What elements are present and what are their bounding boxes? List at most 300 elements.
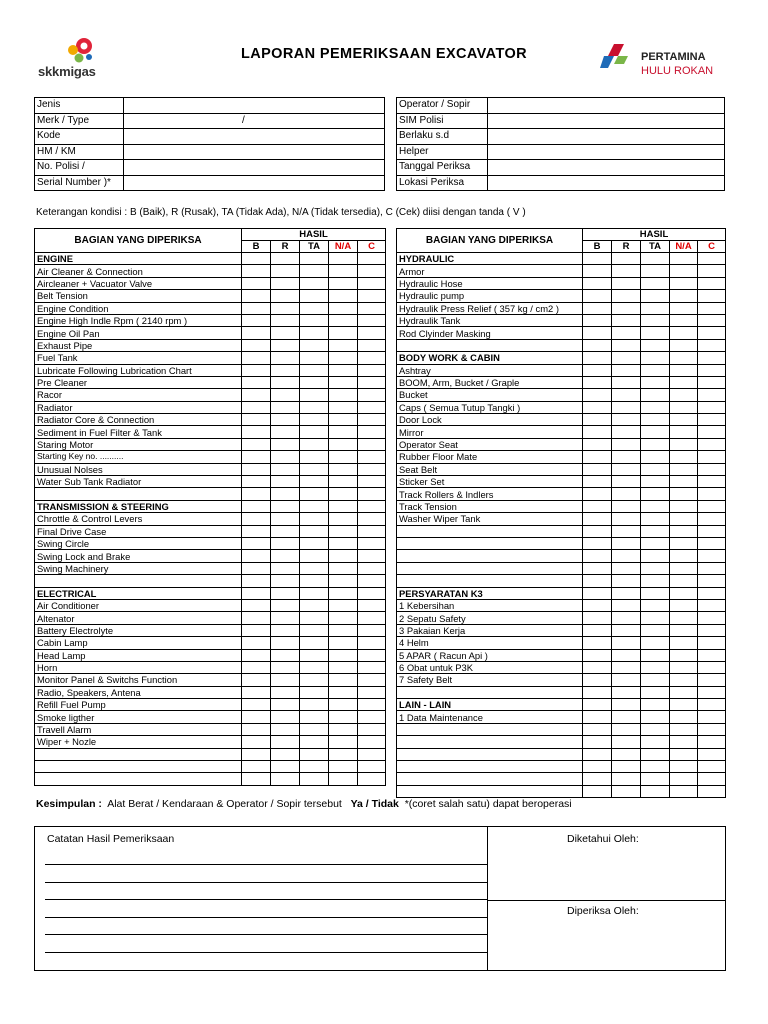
result-checkbox-cell[interactable]: [583, 562, 612, 574]
result-checkbox-cell[interactable]: [329, 476, 358, 488]
result-checkbox-cell[interactable]: [358, 562, 386, 574]
result-checkbox-cell[interactable]: [242, 674, 271, 686]
result-checkbox-cell[interactable]: [583, 711, 612, 723]
result-checkbox-cell[interactable]: [698, 513, 726, 525]
result-checkbox-cell[interactable]: [670, 500, 698, 512]
result-checkbox-cell[interactable]: [242, 364, 271, 376]
result-checkbox-cell[interactable]: [698, 389, 726, 401]
result-checkbox-cell[interactable]: [670, 587, 698, 599]
result-checkbox-cell[interactable]: [670, 364, 698, 376]
result-checkbox-cell[interactable]: [271, 438, 300, 450]
result-checkbox-cell[interactable]: [670, 451, 698, 463]
result-checkbox-cell[interactable]: [698, 575, 726, 587]
result-checkbox-cell[interactable]: [271, 253, 300, 265]
result-checkbox-cell[interactable]: [329, 302, 358, 314]
result-checkbox-cell[interactable]: [358, 513, 386, 525]
result-checkbox-cell[interactable]: [300, 339, 329, 351]
result-checkbox-cell[interactable]: [271, 277, 300, 289]
result-checkbox-cell[interactable]: [300, 389, 329, 401]
result-checkbox-cell[interactable]: [670, 463, 698, 475]
info-value-field[interactable]: [124, 98, 385, 114]
result-checkbox-cell[interactable]: [583, 661, 612, 673]
result-checkbox-cell[interactable]: [583, 352, 612, 364]
result-checkbox-cell[interactable]: [641, 525, 670, 537]
result-checkbox-cell[interactable]: [698, 414, 726, 426]
result-checkbox-cell[interactable]: [641, 426, 670, 438]
result-checkbox-cell[interactable]: [698, 624, 726, 636]
result-checkbox-cell[interactable]: [583, 599, 612, 611]
result-checkbox-cell[interactable]: [242, 327, 271, 339]
result-checkbox-cell[interactable]: [641, 253, 670, 265]
result-checkbox-cell[interactable]: [242, 711, 271, 723]
result-checkbox-cell[interactable]: [670, 637, 698, 649]
result-checkbox-cell[interactable]: [698, 599, 726, 611]
result-checkbox-cell[interactable]: [242, 389, 271, 401]
result-checkbox-cell[interactable]: [300, 451, 329, 463]
info-value-field[interactable]: [488, 160, 725, 176]
result-checkbox-cell[interactable]: [698, 637, 726, 649]
result-checkbox-cell[interactable]: [358, 352, 386, 364]
result-checkbox-cell[interactable]: [329, 376, 358, 388]
result-checkbox-cell[interactable]: [641, 401, 670, 413]
result-checkbox-cell[interactable]: [329, 438, 358, 450]
result-checkbox-cell[interactable]: [271, 302, 300, 314]
result-checkbox-cell[interactable]: [670, 327, 698, 339]
result-checkbox-cell[interactable]: [300, 575, 329, 587]
result-checkbox-cell[interactable]: [612, 711, 641, 723]
result-checkbox-cell[interactable]: [698, 550, 726, 562]
result-checkbox-cell[interactable]: [698, 265, 726, 277]
result-checkbox-cell[interactable]: [358, 761, 386, 773]
result-checkbox-cell[interactable]: [358, 488, 386, 500]
result-checkbox-cell[interactable]: [271, 525, 300, 537]
result-checkbox-cell[interactable]: [358, 711, 386, 723]
result-checkbox-cell[interactable]: [271, 711, 300, 723]
result-checkbox-cell[interactable]: [242, 773, 271, 785]
result-checkbox-cell[interactable]: [358, 624, 386, 636]
result-checkbox-cell[interactable]: [612, 637, 641, 649]
result-checkbox-cell[interactable]: [300, 253, 329, 265]
result-checkbox-cell[interactable]: [329, 723, 358, 735]
result-checkbox-cell[interactable]: [583, 451, 612, 463]
result-checkbox-cell[interactable]: [698, 537, 726, 549]
result-checkbox-cell[interactable]: [641, 587, 670, 599]
result-checkbox-cell[interactable]: [300, 401, 329, 413]
result-checkbox-cell[interactable]: [242, 587, 271, 599]
result-checkbox-cell[interactable]: [300, 661, 329, 673]
result-checkbox-cell[interactable]: [329, 525, 358, 537]
result-checkbox-cell[interactable]: [358, 686, 386, 698]
result-checkbox-cell[interactable]: [612, 414, 641, 426]
result-checkbox-cell[interactable]: [583, 426, 612, 438]
result-checkbox-cell[interactable]: [612, 463, 641, 475]
result-checkbox-cell[interactable]: [329, 426, 358, 438]
result-checkbox-cell[interactable]: [242, 277, 271, 289]
result-checkbox-cell[interactable]: [583, 364, 612, 376]
result-checkbox-cell[interactable]: [670, 761, 698, 773]
result-checkbox-cell[interactable]: [670, 376, 698, 388]
result-checkbox-cell[interactable]: [670, 302, 698, 314]
result-checkbox-cell[interactable]: [242, 414, 271, 426]
result-checkbox-cell[interactable]: [641, 649, 670, 661]
result-checkbox-cell[interactable]: [612, 451, 641, 463]
result-checkbox-cell[interactable]: [271, 401, 300, 413]
result-checkbox-cell[interactable]: [300, 265, 329, 277]
result-checkbox-cell[interactable]: [583, 773, 612, 785]
result-checkbox-cell[interactable]: [612, 785, 641, 797]
result-checkbox-cell[interactable]: [641, 352, 670, 364]
result-checkbox-cell[interactable]: [242, 463, 271, 475]
result-checkbox-cell[interactable]: [612, 327, 641, 339]
info-value-field[interactable]: [488, 113, 725, 129]
result-checkbox-cell[interactable]: [271, 699, 300, 711]
result-checkbox-cell[interactable]: [271, 723, 300, 735]
result-checkbox-cell[interactable]: [641, 488, 670, 500]
result-checkbox-cell[interactable]: [583, 612, 612, 624]
result-checkbox-cell[interactable]: [698, 476, 726, 488]
result-checkbox-cell[interactable]: [358, 550, 386, 562]
result-checkbox-cell[interactable]: [583, 302, 612, 314]
result-checkbox-cell[interactable]: [698, 525, 726, 537]
result-checkbox-cell[interactable]: [242, 637, 271, 649]
result-checkbox-cell[interactable]: [358, 476, 386, 488]
result-checkbox-cell[interactable]: [271, 661, 300, 673]
result-checkbox-cell[interactable]: [583, 513, 612, 525]
info-value-field[interactable]: [124, 129, 385, 145]
result-checkbox-cell[interactable]: [612, 525, 641, 537]
result-checkbox-cell[interactable]: [612, 562, 641, 574]
result-checkbox-cell[interactable]: [329, 364, 358, 376]
result-checkbox-cell[interactable]: [300, 364, 329, 376]
result-checkbox-cell[interactable]: [300, 748, 329, 760]
result-checkbox-cell[interactable]: [583, 339, 612, 351]
note-line[interactable]: [45, 934, 487, 935]
result-checkbox-cell[interactable]: [641, 277, 670, 289]
result-checkbox-cell[interactable]: [329, 339, 358, 351]
result-checkbox-cell[interactable]: [698, 463, 726, 475]
result-checkbox-cell[interactable]: [300, 414, 329, 426]
result-checkbox-cell[interactable]: [300, 476, 329, 488]
result-checkbox-cell[interactable]: [242, 438, 271, 450]
result-checkbox-cell[interactable]: [698, 562, 726, 574]
result-checkbox-cell[interactable]: [271, 327, 300, 339]
result-checkbox-cell[interactable]: [329, 401, 358, 413]
result-checkbox-cell[interactable]: [271, 389, 300, 401]
note-line[interactable]: [45, 864, 487, 865]
result-checkbox-cell[interactable]: [698, 451, 726, 463]
result-checkbox-cell[interactable]: [698, 761, 726, 773]
result-checkbox-cell[interactable]: [612, 624, 641, 636]
result-checkbox-cell[interactable]: [300, 723, 329, 735]
result-checkbox-cell[interactable]: [583, 389, 612, 401]
result-checkbox-cell[interactable]: [271, 575, 300, 587]
result-checkbox-cell[interactable]: [242, 525, 271, 537]
result-checkbox-cell[interactable]: [300, 761, 329, 773]
result-checkbox-cell[interactable]: [641, 599, 670, 611]
result-checkbox-cell[interactable]: [242, 314, 271, 326]
result-checkbox-cell[interactable]: [641, 500, 670, 512]
result-checkbox-cell[interactable]: [271, 488, 300, 500]
result-checkbox-cell[interactable]: [358, 389, 386, 401]
result-checkbox-cell[interactable]: [358, 451, 386, 463]
result-checkbox-cell[interactable]: [698, 649, 726, 661]
result-checkbox-cell[interactable]: [698, 327, 726, 339]
result-checkbox-cell[interactable]: [329, 674, 358, 686]
result-checkbox-cell[interactable]: [641, 562, 670, 574]
result-checkbox-cell[interactable]: [358, 277, 386, 289]
result-checkbox-cell[interactable]: [670, 661, 698, 673]
result-checkbox-cell[interactable]: [612, 302, 641, 314]
result-checkbox-cell[interactable]: [300, 587, 329, 599]
result-checkbox-cell[interactable]: [698, 686, 726, 698]
result-checkbox-cell[interactable]: [698, 352, 726, 364]
result-checkbox-cell[interactable]: [242, 661, 271, 673]
result-checkbox-cell[interactable]: [329, 290, 358, 302]
result-checkbox-cell[interactable]: [242, 723, 271, 735]
result-checkbox-cell[interactable]: [242, 612, 271, 624]
result-checkbox-cell[interactable]: [271, 314, 300, 326]
result-checkbox-cell[interactable]: [271, 674, 300, 686]
result-checkbox-cell[interactable]: [329, 253, 358, 265]
result-checkbox-cell[interactable]: [670, 513, 698, 525]
result-checkbox-cell[interactable]: [242, 562, 271, 574]
result-checkbox-cell[interactable]: [242, 686, 271, 698]
result-checkbox-cell[interactable]: [271, 686, 300, 698]
result-checkbox-cell[interactable]: [641, 686, 670, 698]
result-checkbox-cell[interactable]: [641, 463, 670, 475]
result-checkbox-cell[interactable]: [271, 339, 300, 351]
result-checkbox-cell[interactable]: [670, 290, 698, 302]
result-checkbox-cell[interactable]: [670, 537, 698, 549]
result-checkbox-cell[interactable]: [612, 550, 641, 562]
result-checkbox-cell[interactable]: [612, 314, 641, 326]
result-checkbox-cell[interactable]: [358, 736, 386, 748]
result-checkbox-cell[interactable]: [612, 277, 641, 289]
result-checkbox-cell[interactable]: [583, 414, 612, 426]
result-checkbox-cell[interactable]: [300, 525, 329, 537]
result-checkbox-cell[interactable]: [358, 463, 386, 475]
result-checkbox-cell[interactable]: [271, 637, 300, 649]
result-checkbox-cell[interactable]: [641, 476, 670, 488]
result-checkbox-cell[interactable]: [271, 463, 300, 475]
result-checkbox-cell[interactable]: [271, 364, 300, 376]
result-checkbox-cell[interactable]: [300, 612, 329, 624]
result-checkbox-cell[interactable]: [271, 748, 300, 760]
result-checkbox-cell[interactable]: [242, 575, 271, 587]
result-checkbox-cell[interactable]: [670, 785, 698, 797]
result-checkbox-cell[interactable]: [358, 637, 386, 649]
result-checkbox-cell[interactable]: [358, 401, 386, 413]
result-checkbox-cell[interactable]: [698, 587, 726, 599]
result-checkbox-cell[interactable]: [358, 649, 386, 661]
result-checkbox-cell[interactable]: [242, 451, 271, 463]
result-checkbox-cell[interactable]: [271, 537, 300, 549]
result-checkbox-cell[interactable]: [612, 773, 641, 785]
result-checkbox-cell[interactable]: [242, 476, 271, 488]
result-checkbox-cell[interactable]: [641, 537, 670, 549]
info-value-field[interactable]: /: [124, 113, 385, 129]
result-checkbox-cell[interactable]: [670, 488, 698, 500]
result-checkbox-cell[interactable]: [670, 426, 698, 438]
result-checkbox-cell[interactable]: [612, 736, 641, 748]
result-checkbox-cell[interactable]: [242, 500, 271, 512]
result-checkbox-cell[interactable]: [358, 302, 386, 314]
result-checkbox-cell[interactable]: [583, 575, 612, 587]
result-checkbox-cell[interactable]: [329, 463, 358, 475]
note-line[interactable]: [45, 899, 487, 900]
result-checkbox-cell[interactable]: [300, 537, 329, 549]
result-checkbox-cell[interactable]: [271, 550, 300, 562]
result-checkbox-cell[interactable]: [300, 352, 329, 364]
result-checkbox-cell[interactable]: [242, 537, 271, 549]
note-line[interactable]: [45, 952, 487, 953]
result-checkbox-cell[interactable]: [329, 550, 358, 562]
result-checkbox-cell[interactable]: [612, 649, 641, 661]
result-checkbox-cell[interactable]: [612, 761, 641, 773]
result-checkbox-cell[interactable]: [583, 525, 612, 537]
result-checkbox-cell[interactable]: [670, 599, 698, 611]
result-checkbox-cell[interactable]: [583, 401, 612, 413]
info-value-field[interactable]: [124, 144, 385, 160]
result-checkbox-cell[interactable]: [641, 699, 670, 711]
result-checkbox-cell[interactable]: [358, 773, 386, 785]
result-checkbox-cell[interactable]: [612, 253, 641, 265]
result-checkbox-cell[interactable]: [329, 314, 358, 326]
result-checkbox-cell[interactable]: [271, 476, 300, 488]
result-checkbox-cell[interactable]: [670, 438, 698, 450]
result-checkbox-cell[interactable]: [641, 265, 670, 277]
result-checkbox-cell[interactable]: [300, 488, 329, 500]
result-checkbox-cell[interactable]: [670, 699, 698, 711]
result-checkbox-cell[interactable]: [329, 500, 358, 512]
result-checkbox-cell[interactable]: [329, 562, 358, 574]
result-checkbox-cell[interactable]: [242, 550, 271, 562]
result-checkbox-cell[interactable]: [612, 401, 641, 413]
result-checkbox-cell[interactable]: [300, 290, 329, 302]
result-checkbox-cell[interactable]: [641, 550, 670, 562]
result-checkbox-cell[interactable]: [242, 376, 271, 388]
result-checkbox-cell[interactable]: [329, 711, 358, 723]
result-checkbox-cell[interactable]: [670, 550, 698, 562]
result-checkbox-cell[interactable]: [583, 314, 612, 326]
result-checkbox-cell[interactable]: [583, 723, 612, 735]
result-checkbox-cell[interactable]: [271, 624, 300, 636]
info-value-field[interactable]: [488, 98, 725, 114]
result-checkbox-cell[interactable]: [670, 476, 698, 488]
result-checkbox-cell[interactable]: [612, 674, 641, 686]
result-checkbox-cell[interactable]: [329, 451, 358, 463]
result-checkbox-cell[interactable]: [358, 525, 386, 537]
result-checkbox-cell[interactable]: [612, 513, 641, 525]
result-checkbox-cell[interactable]: [670, 562, 698, 574]
result-checkbox-cell[interactable]: [641, 290, 670, 302]
result-checkbox-cell[interactable]: [670, 525, 698, 537]
result-checkbox-cell[interactable]: [358, 414, 386, 426]
result-checkbox-cell[interactable]: [242, 253, 271, 265]
result-checkbox-cell[interactable]: [329, 537, 358, 549]
note-line[interactable]: [45, 882, 487, 883]
result-checkbox-cell[interactable]: [670, 649, 698, 661]
result-checkbox-cell[interactable]: [358, 612, 386, 624]
result-checkbox-cell[interactable]: [641, 376, 670, 388]
result-checkbox-cell[interactable]: [641, 314, 670, 326]
result-checkbox-cell[interactable]: [612, 699, 641, 711]
result-checkbox-cell[interactable]: [242, 599, 271, 611]
result-checkbox-cell[interactable]: [242, 290, 271, 302]
result-checkbox-cell[interactable]: [583, 674, 612, 686]
result-checkbox-cell[interactable]: [300, 426, 329, 438]
result-checkbox-cell[interactable]: [358, 587, 386, 599]
result-checkbox-cell[interactable]: [641, 736, 670, 748]
result-checkbox-cell[interactable]: [641, 637, 670, 649]
result-checkbox-cell[interactable]: [329, 488, 358, 500]
result-checkbox-cell[interactable]: [612, 426, 641, 438]
result-checkbox-cell[interactable]: [242, 302, 271, 314]
result-checkbox-cell[interactable]: [271, 599, 300, 611]
result-checkbox-cell[interactable]: [358, 748, 386, 760]
result-checkbox-cell[interactable]: [300, 277, 329, 289]
result-checkbox-cell[interactable]: [612, 599, 641, 611]
result-checkbox-cell[interactable]: [329, 327, 358, 339]
result-checkbox-cell[interactable]: [612, 488, 641, 500]
result-checkbox-cell[interactable]: [670, 736, 698, 748]
result-checkbox-cell[interactable]: [612, 265, 641, 277]
result-checkbox-cell[interactable]: [641, 723, 670, 735]
info-value-field[interactable]: [488, 144, 725, 160]
result-checkbox-cell[interactable]: [641, 773, 670, 785]
result-checkbox-cell[interactable]: [300, 438, 329, 450]
result-checkbox-cell[interactable]: [612, 612, 641, 624]
result-checkbox-cell[interactable]: [358, 364, 386, 376]
result-checkbox-cell[interactable]: [641, 748, 670, 760]
result-checkbox-cell[interactable]: [641, 339, 670, 351]
result-checkbox-cell[interactable]: [329, 277, 358, 289]
result-checkbox-cell[interactable]: [583, 649, 612, 661]
result-checkbox-cell[interactable]: [641, 624, 670, 636]
result-checkbox-cell[interactable]: [583, 761, 612, 773]
result-checkbox-cell[interactable]: [641, 414, 670, 426]
result-checkbox-cell[interactable]: [300, 314, 329, 326]
result-checkbox-cell[interactable]: [271, 612, 300, 624]
result-checkbox-cell[interactable]: [612, 290, 641, 302]
info-value-field[interactable]: [488, 175, 725, 191]
result-checkbox-cell[interactable]: [583, 699, 612, 711]
result-checkbox-cell[interactable]: [358, 699, 386, 711]
result-checkbox-cell[interactable]: [329, 513, 358, 525]
result-checkbox-cell[interactable]: [583, 376, 612, 388]
result-checkbox-cell[interactable]: [329, 414, 358, 426]
result-checkbox-cell[interactable]: [670, 401, 698, 413]
result-checkbox-cell[interactable]: [583, 488, 612, 500]
result-checkbox-cell[interactable]: [670, 389, 698, 401]
result-checkbox-cell[interactable]: [358, 265, 386, 277]
result-checkbox-cell[interactable]: [612, 587, 641, 599]
result-checkbox-cell[interactable]: [300, 327, 329, 339]
result-checkbox-cell[interactable]: [641, 711, 670, 723]
result-checkbox-cell[interactable]: [698, 674, 726, 686]
result-checkbox-cell[interactable]: [358, 290, 386, 302]
result-checkbox-cell[interactable]: [300, 699, 329, 711]
result-checkbox-cell[interactable]: [670, 612, 698, 624]
result-checkbox-cell[interactable]: [698, 339, 726, 351]
result-checkbox-cell[interactable]: [698, 661, 726, 673]
result-checkbox-cell[interactable]: [358, 376, 386, 388]
result-checkbox-cell[interactable]: [612, 661, 641, 673]
result-checkbox-cell[interactable]: [329, 661, 358, 673]
result-checkbox-cell[interactable]: [670, 686, 698, 698]
result-checkbox-cell[interactable]: [698, 314, 726, 326]
result-checkbox-cell[interactable]: [300, 599, 329, 611]
